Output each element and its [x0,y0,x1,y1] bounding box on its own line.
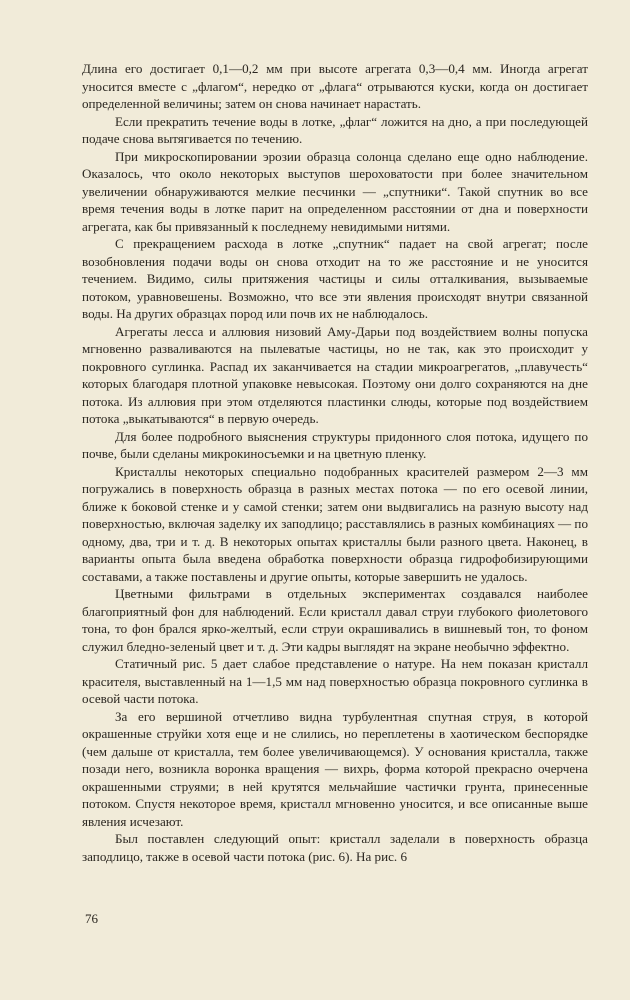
paragraph-6: Для более подробного выяснения структуры придонного слоя потока, идущего по почве, были сделаны микрокиносъемки и на цветную пленку. [82,428,588,461]
paragraph-10: За его вершиной отчетливо видна турбулентная спутная струя, в которой окрашенные струйки хотя еще и не слились, но переплетены в хаотическом беспорядке (чем дальше от кристалла, тем более увеличивающемся). У основания кристалла, также позади него, возникла воронка вращения — вихрь, форма которой прекрасно очерчена окрашенными струями; в ней крутятся мельчайшие частички грунта, принесенные потоком. Спустя некоторое время, кристалл мгновенно уносится, и все описанные выше явления исчезают. [82,708,588,829]
body-text [82,60,588,865]
paragraph-1: Длина его достигает 0,1—0,2 мм при высоте агрегата 0,3—0,4 мм. Иногда агрегат уносится вместе с „флагом“, нередко от „флага“ отрываются куски, когда он достигает определенной величины; затем он снова начинает нарастать. [82,61,588,111]
page-number: 76 [85,911,98,926]
paragraph-7: Кристаллы некоторых специально подобранных красителей размером 2—3 мм погружались в поверхность образца в разных местах потока — по его осевой линии, ближе к боковой стенке и у самой стенки; затем они выдвигались на разную высоту над поверхностью, включая заделку их заподлицо; расставлялись в разных комбинациях — по одному, два, три и т. д. В некоторых опытах кристаллы были разного цвета. Наконец, в варианты опыта была введена обработка поверхности образца гидрофобизирующими составами, а также поставлены и другие опыты, которые завершить не удалось. [82,463,588,584]
paragraph-4: С прекращением расхода в лотке „спутник“ падает на свой агрегат; после возобновления подачи воды он снова отходит на то же расстояние и не уносится течением. Видимо, силы притяжения частицы и силы отталкивания, вызываемые потоком, уравновешены. Возможно, что все эти явления происходят внутри связанной воды. На других образцах пород или почв их не наблюдалось. [82,236,588,321]
paragraph-3: При микроскопировании эрозии образца солонца сделано еще одно наблюдение. Оказалось, что около некоторых выступов шероховатости при более значительном увеличении обнаруживаются мелкие песчинки — „спутники“. Такой спутник во все время течения воды в лотке парит на определенном расстоянии от дна и поверхности агрегата, как бы привязанный к последнему невидимыми нитями. [82,148,588,234]
paragraph-2: Если прекратить течение воды в лотке, „флаг“ ложится на дно, а при последующей подаче снова вытягивается по течению. [82,113,588,146]
paragraph-8: Цветными фильтрами в отдельных экспериментах создавался наиболее благоприятный фон для наблюдений. Если кристалл давал струи глубокого фиолетового тона, то фон брался ярко-желтый, если струи окрашивались в вишневый тон, то фоном служил бледно-зеленый цвет и т. д. Эти кадры выглядят на экране необычно эффектно. [82,586,588,654]
paragraph-11: Был поставлен следующий опыт: кристалл заделали в поверхность образца заподлицо, также в осевой части потока (рис. 6). На рис. 6 [82,831,588,864]
paragraph-9: Статичный рис. 5 дает слабое представление о натуре. На нем показан кристалл красителя, выставленный на 1—1,5 мм над поверхностью образца покровного суглинка в осевой части потока. [82,656,588,706]
paragraph-5: Агрегаты лесса и аллювия низовий Аму-Дарьи под воздействием волны попуска мгновенно разваливаются на пылеватые частицы, но не так, как это происходит у покровного суглинка. Распад их заканчивается на стадии микроагрегатов, „плавучесть“ которых благодаря плотной упаковке невысокая. Поэтому они долго сохраняются на дне потока. Из аллювия при этом отделяются пластинки слюды, которые под воздействием потока „выкатываются“ в первую очередь. [82,323,588,426]
